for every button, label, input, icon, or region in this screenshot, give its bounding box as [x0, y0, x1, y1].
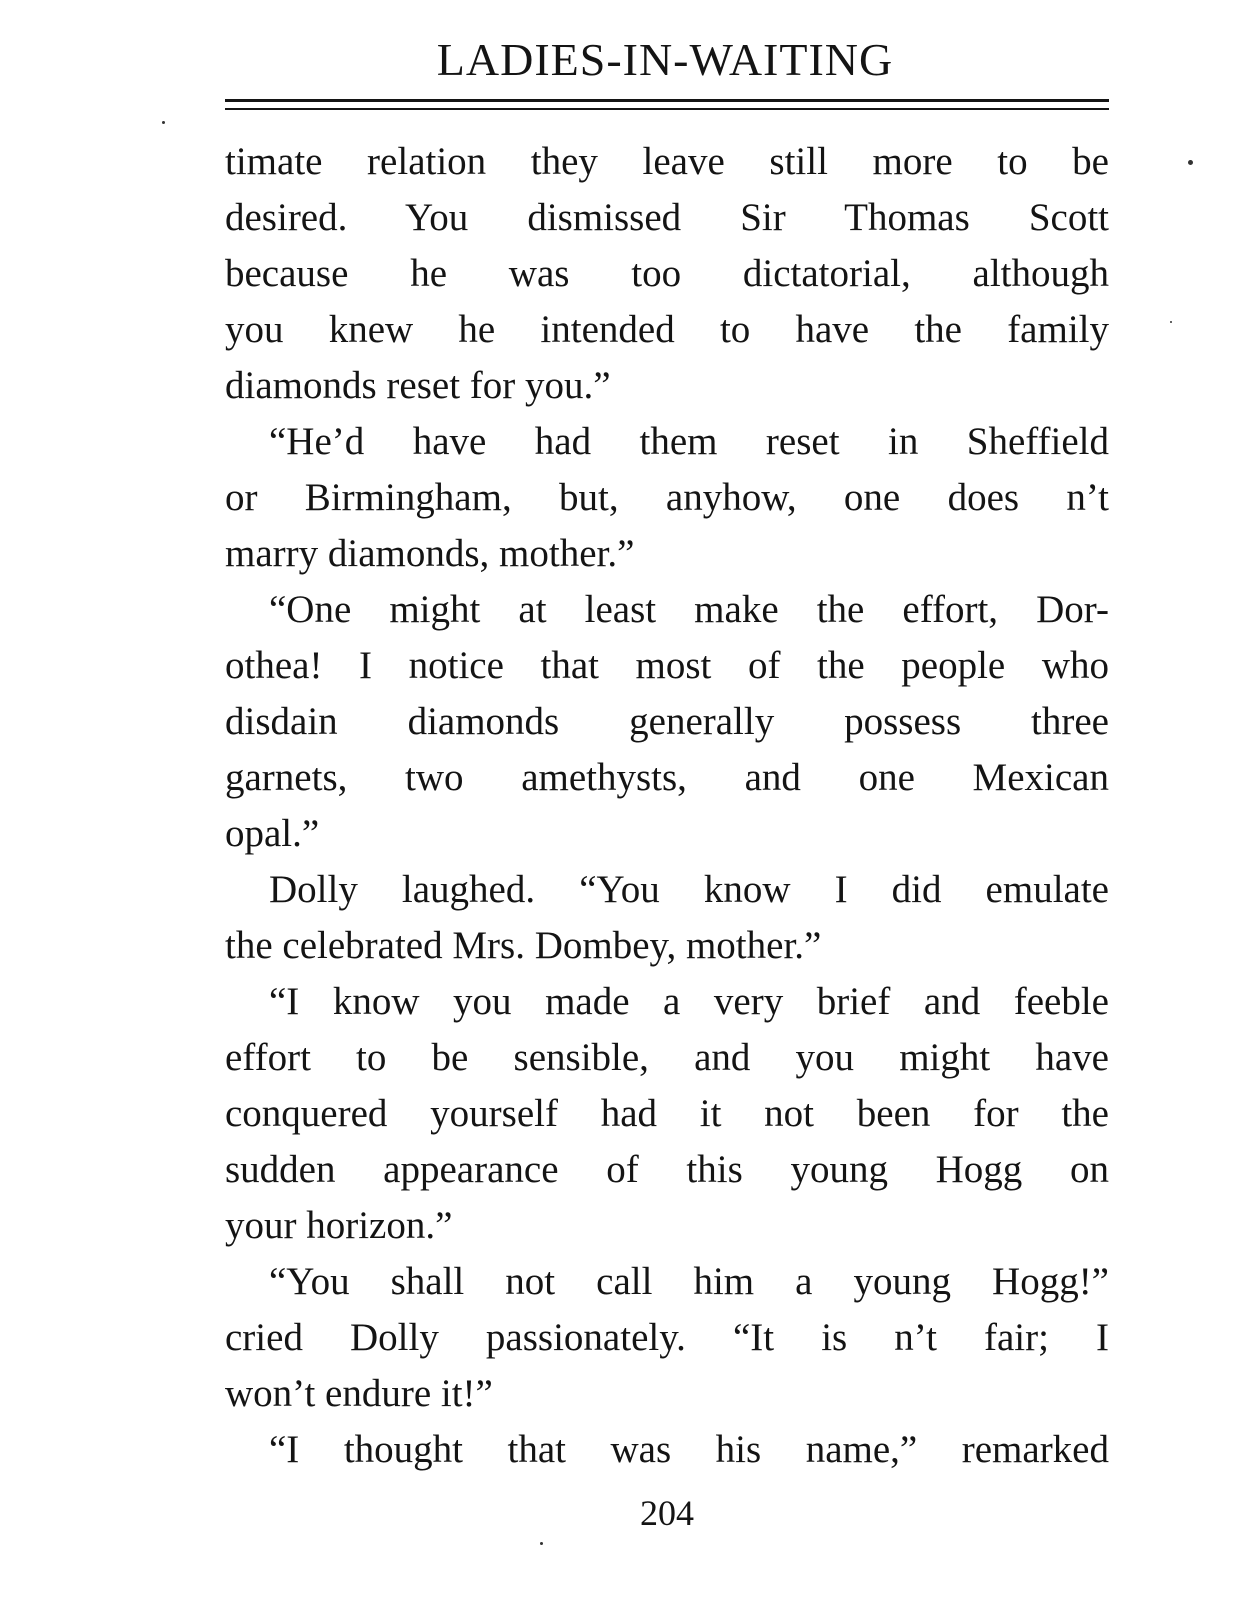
text-line: “You shall not call him a young Hogg!” — [269, 1260, 1109, 1303]
scan-speck — [1188, 160, 1193, 165]
text-line: disdain diamonds generally possess three — [225, 700, 1109, 743]
text-line: diamonds reset for you.” — [225, 364, 611, 407]
text-line: timate relation they leave still more to be — [225, 140, 1109, 183]
text-line: “I know you made a very brief and feeble — [269, 980, 1109, 1023]
header-rule-thin — [225, 108, 1109, 110]
scan-speck — [1170, 321, 1172, 323]
text-line: “One might at least make the effort, Dor- — [269, 588, 1109, 631]
text-line: “He’d have had them reset in Sheffield — [269, 420, 1109, 463]
text-line: Dolly laughed. “You know I did emulate — [269, 868, 1109, 911]
text-line: marry diamonds, mother.” — [225, 532, 635, 575]
text-line: conquered yourself had it not been for the — [225, 1092, 1109, 1135]
body-text — [225, 134, 1109, 1478]
scan-speck — [540, 1542, 543, 1545]
text-line: cried Dolly passionately. “It is n’t fair; I — [225, 1316, 1109, 1359]
scan-speck — [162, 121, 165, 124]
text-line: won’t endure it!” — [225, 1372, 493, 1415]
header-rule-thick — [225, 99, 1109, 102]
text-line: sudden appearance of this young Hogg on — [225, 1148, 1109, 1191]
page-number: 204 — [640, 1493, 694, 1533]
text-line: othea! I notice that most of the people who — [225, 644, 1109, 687]
text-line: opal.” — [225, 812, 320, 855]
text-line: because he was too dictatorial, although — [225, 252, 1109, 295]
text-line: effort to be sensible, and you might have — [225, 1036, 1109, 1079]
text-line: garnets, two amethysts, and one Mexican — [225, 756, 1109, 799]
text-line: or Birmingham, but, anyhow, one does n’t — [225, 476, 1109, 519]
text-line: the celebrated Mrs. Dombey, mother.” — [225, 924, 822, 967]
text-line: desired. You dismissed Sir Thomas Scott — [225, 196, 1109, 239]
text-line: your horizon.” — [225, 1204, 453, 1247]
running-title: LADIES-IN-WAITING — [436, 34, 894, 85]
text-line: you knew he intended to have the family — [225, 308, 1109, 351]
text-line: “I thought that was his name,” remarked — [269, 1428, 1109, 1471]
